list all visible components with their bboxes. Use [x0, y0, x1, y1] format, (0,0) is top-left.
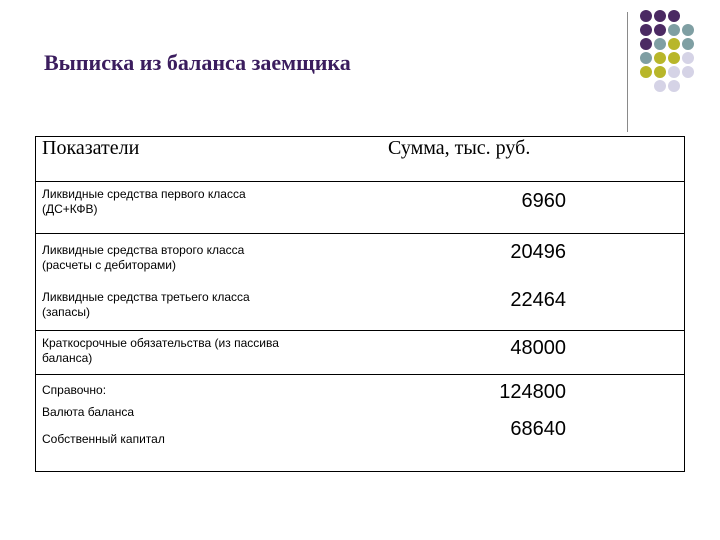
row-label: баланса) [42, 351, 93, 365]
row-label: (запасы) [42, 305, 90, 319]
reference-heading: Справочно: [42, 383, 107, 397]
decorative-dot [668, 66, 680, 78]
row-value: 48000 [348, 331, 685, 375]
balance-currency-value: 124800 [499, 381, 566, 403]
row-value: 22464 [348, 287, 685, 331]
decorative-dot [654, 38, 666, 50]
header-indicators: Показатели [36, 137, 349, 182]
table-row [36, 287, 685, 331]
header-amount: Сумма, тыс. руб. [348, 137, 685, 182]
decorative-dot [682, 24, 694, 36]
divider-line [627, 12, 628, 132]
table-header-row [36, 137, 685, 182]
decorative-dot-grid [640, 10, 720, 120]
table-row [36, 182, 685, 234]
row-label: Ликвидные средства второго класса [42, 243, 245, 257]
decorative-dot [640, 24, 652, 36]
row-label: (ДС+КФВ) [42, 202, 98, 216]
decorative-dot [654, 24, 666, 36]
decorative-dot [654, 66, 666, 78]
row-label: Ликвидные средства первого класса [42, 187, 246, 201]
decorative-dot [668, 24, 680, 36]
decorative-dot [654, 52, 666, 64]
decorative-dot [640, 38, 652, 50]
decorative-dot [668, 52, 680, 64]
decorative-dot [640, 66, 652, 78]
row-label: (расчеты с дебиторами) [42, 258, 176, 272]
page-title: Выписка из баланса заемщика [44, 50, 351, 75]
decorative-dot [668, 10, 680, 22]
row-value: 20496 [510, 241, 566, 263]
decorative-dot [654, 80, 666, 92]
balance-currency-label: Валюта баланса [42, 405, 135, 419]
row-value: 6960 [348, 182, 685, 234]
decorative-dot [682, 66, 694, 78]
reference-block [36, 375, 685, 472]
decorative-dot [640, 10, 652, 22]
equity-label: Собственный капитал [42, 432, 165, 446]
row-label: Краткосрочные обязательства (из пассива [42, 336, 279, 350]
balance-table [35, 136, 685, 472]
decorative-dot [668, 38, 680, 50]
decorative-dot [640, 52, 652, 64]
decorative-dot [682, 38, 694, 50]
table-row [36, 331, 685, 375]
decorative-dot [682, 52, 694, 64]
equity-value: 68640 [510, 418, 566, 440]
decorative-dot [654, 10, 666, 22]
decorative-dot [668, 80, 680, 92]
table-row [36, 234, 685, 288]
row-label: Ликвидные средства третьего класса [42, 290, 250, 304]
